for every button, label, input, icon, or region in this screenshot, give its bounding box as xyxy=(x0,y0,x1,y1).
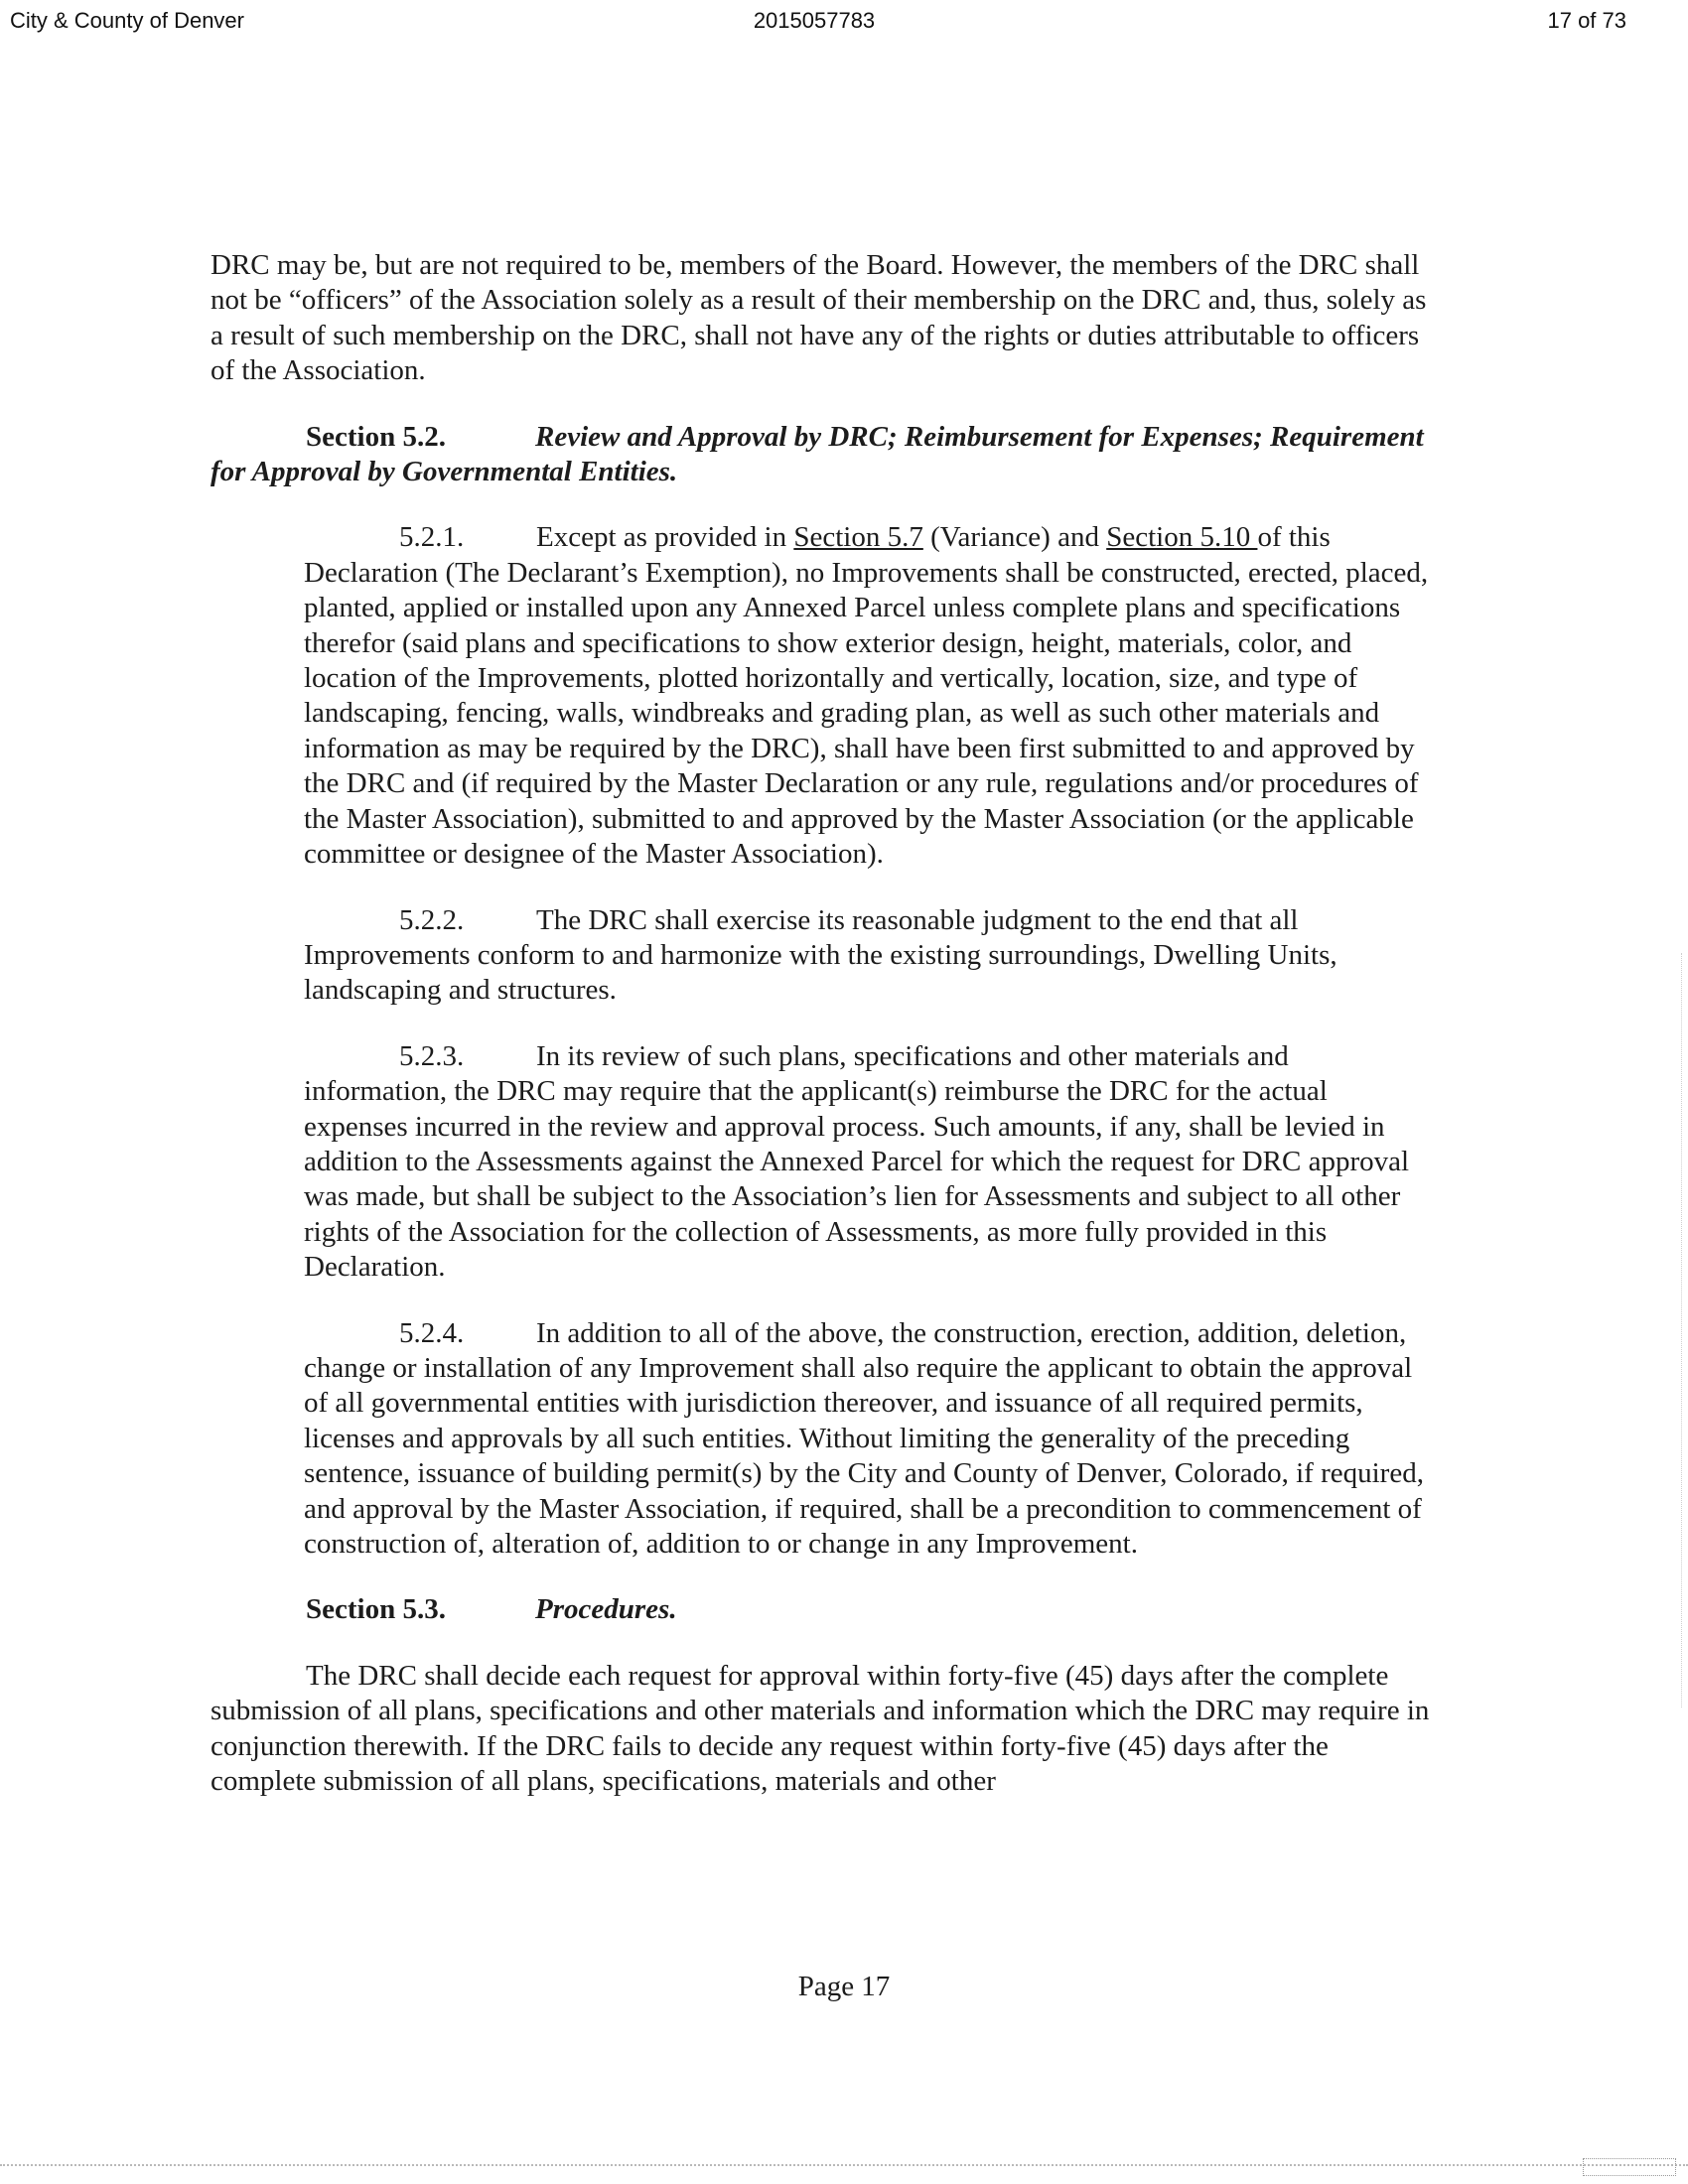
subsection-5-2-1-text-c: of this Declaration (The Declarant’s Exemption), no Improvements shall be constructed, erected, placed, planted, applied or installed upon any Annexed Parcel unless complete plans and specifications therefor (said plans and specifications to show exterior design, height, materials, color, and location of the Improvements, plotted horizontally and vertically, location, size, and type of landscaping, fencing, walls, windbreaks and grading plan, as well as such other materials and information as may be required by the DRC), shall have been first submitted to and approved by the DRC and (if required by the Master Declaration or any rule, regulations and/or procedures of the Master Association), submitted to and approved by the Master Association (or the applicable committee or designee of the Master Association). xyxy=(304,521,1429,871)
section-5-3-title: Procedures. xyxy=(535,1593,677,1626)
section-5-10-reference: Section 5.10 xyxy=(1106,521,1258,554)
scan-bottom-artifact xyxy=(0,2164,1688,2166)
subsection-5-2-2-text: The DRC shall exercise its reasonable judgment to the end that all Improvements conform to and harmonize with the existing surroundings, Dwelling Units, landscaping and structures. xyxy=(304,903,1337,1007)
document-body xyxy=(211,248,1432,1799)
subsection-5-2-3 xyxy=(304,1039,1432,1286)
subsection-5-2-2 xyxy=(304,903,1432,1009)
intro-paragraph: DRC may be, but are not required to be, members of the Board. However, the members of the DRC shall not be “officers” of the Association solely as a result of their membership on the DRC and, thus, solely as a result of such membership on the DRC, shall not have any of the rights or duties attributable to officers of the Association. xyxy=(211,249,1427,387)
subsection-5-2-4-number: 5.2.4. xyxy=(399,1316,465,1349)
scan-stamp-artifact xyxy=(1583,2158,1676,2176)
subsection-5-2-2-number: 5.2.2. xyxy=(399,903,465,936)
subsection-5-2-1 xyxy=(304,520,1432,872)
subsection-5-2-3-text: In its review of such plans, specifications and other materials and information, the DRC may require that the applicant(s) reimburse the DRC for the actual expenses incurred in the review and approval process. Such amounts, if any, shall be levied in addition to the Assessments against the Annexed Parcel for which the request for DRC approval was made, but shall be subject to the Association’s lien for Assessments and subject to all other rights of the Association for the collection of Assessments, as more fully provided in this Declaration. xyxy=(304,1039,1410,1284)
subsection-5-2-4-text: In addition to all of the above, the construction, erection, addition, deletion, change or installation of any Improvement shall also require the applicant to obtain the approval of all governmental entities with jurisdiction thereover, and issuance of all required permits, licenses and approvals by all such entities. Without limiting the generality of the preceding sentence, issuance of building permit(s) by the City and County of Denver, Colorado, if required, and approval by the Master Association, if required, shall be a precondition to commencement of construction of, alteration of, addition to or change in any Improvement. xyxy=(304,1316,1424,1560)
subsection-5-2-1-number: 5.2.1. xyxy=(399,521,465,554)
section-5-2-number: Section 5.2. xyxy=(306,420,446,453)
subsection-5-2-4 xyxy=(304,1316,1432,1563)
subsection-5-2-1-text-b: (Variance) and xyxy=(922,521,1107,554)
page-number-footer: Page 17 xyxy=(797,1971,891,2002)
header-page-count: 17 of 73 xyxy=(1547,8,1626,33)
section-5-2-title: Review and Approval by DRC; Reimbursement for Expenses; Requirement for Approval by Governmental Entities. xyxy=(211,420,1424,488)
subsection-5-2-3-number: 5.2.3. xyxy=(399,1039,465,1072)
scan-edge-artifact xyxy=(1681,953,1682,1707)
section-5-3-paragraph: The DRC shall decide each request for approval within forty-five (45) days after the complete submission of all plans, specifications and other materials and information which the DRC may require in conjunction therewith. If the DRC fails to decide any request within forty-five (45) days after the complete submission of all plans, specifications, materials and other xyxy=(211,1659,1430,1798)
section-5-7-reference: Section 5.7 xyxy=(793,521,923,554)
section-5-3-heading xyxy=(211,1592,1432,1627)
section-5-2-heading xyxy=(211,420,1432,490)
header-jurisdiction: City & County of Denver xyxy=(10,8,244,33)
header-document-number: 2015057783 xyxy=(753,8,876,33)
subsection-5-2-1-text-a: Except as provided in xyxy=(536,521,794,554)
section-5-3-number: Section 5.3. xyxy=(306,1593,446,1626)
